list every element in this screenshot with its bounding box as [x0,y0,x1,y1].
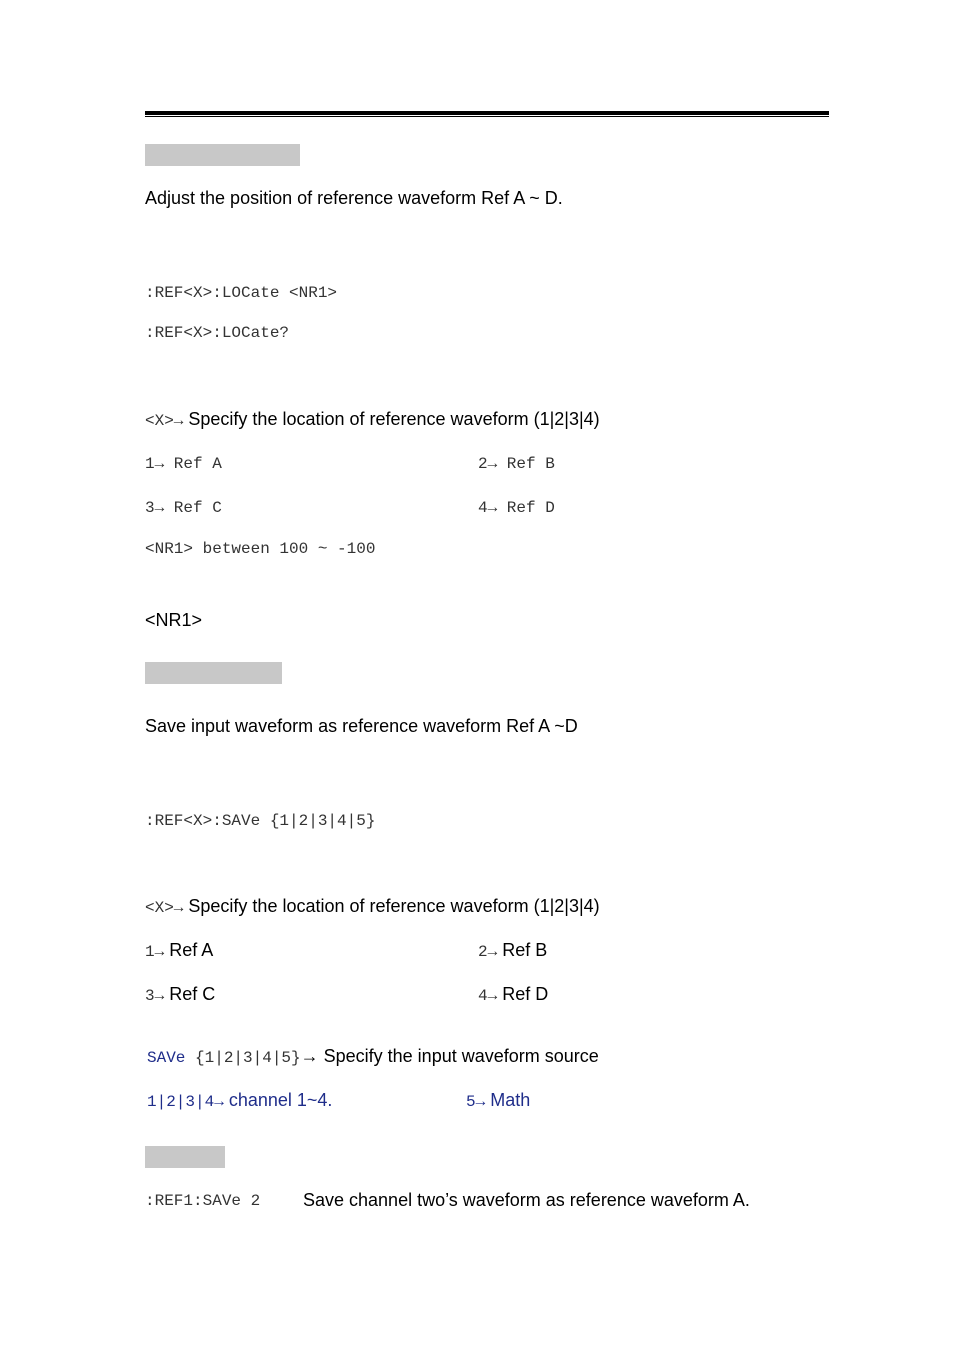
save-source-param [147,1046,599,1067]
section-heading-bar-locate [145,144,300,166]
locate-syntax-set: :REF<X>:LOCate <NR1> [145,284,338,302]
locate-option-4: 4→ Ref D [478,499,555,517]
header-rule-thick [145,111,829,115]
save-source-desc: → Specify the input waveform source [300,1046,599,1066]
save-source-math-code: 5→ [466,1093,486,1111]
locate-param-x-code: <X>→ [145,412,184,430]
save-param-x-desc: Specify the location of reference waveform (1|2|3|4) [183,896,600,916]
save-source-math-label: Math [485,1090,531,1110]
locate-option-2: 2→ Ref B [478,455,555,473]
save-option-3 [145,984,215,1005]
locate-param-x-desc: Specify the location of reference waveform (1|2|3|4) [183,409,600,429]
locate-return-format: <NR1> [145,610,203,630]
save-source-code: SAVe [147,1049,186,1067]
save-description: Save input waveform as reference waveform Ref A ~D [145,716,578,736]
example-code: :REF1:SAVe 2 [145,1192,261,1210]
locate-description: Adjust the position of reference waveform Ref A ~ D. [145,188,563,208]
locate-option-1: 1→ Ref A [145,455,222,473]
save-option-2-label: Ref B [497,940,548,960]
save-option-4-code: 4→ [478,987,498,1005]
save-source-math [466,1090,530,1111]
save-option-2-code: 2→ [478,943,498,961]
header-rule-thin [145,116,829,117]
save-param-x [145,896,600,917]
locate-param-x [145,409,600,430]
save-option-1-label: Ref A [164,940,214,960]
save-option-2 [478,940,547,961]
save-option-1 [145,940,213,961]
locate-syntax-query: :REF<X>:LOCate? [145,324,290,342]
locate-option-3: 3→ Ref C [145,499,222,517]
save-syntax: :REF<X>:SAVe {1|2|3|4|5} [145,812,376,830]
save-option-4-label: Ref D [497,984,549,1004]
save-source-channel-code: 1|2|3|4→ [147,1093,224,1111]
save-source-channel-label: channel 1~4. [223,1090,333,1110]
section-heading-bar-save [145,662,282,684]
save-source-channel [147,1090,332,1111]
section-heading-bar-example [145,1146,225,1168]
save-source-set: {1|2|3|4|5} [185,1049,301,1067]
save-option-1-code: 1→ [145,943,165,961]
save-option-4 [478,984,548,1005]
save-option-3-label: Ref C [164,984,216,1004]
save-param-x-code: <X>→ [145,899,184,917]
example-description: Save channel two’s waveform as reference waveform A. [303,1190,750,1210]
locate-nr1-range: <NR1> between 100 ~ -100 [145,540,376,558]
save-option-3-code: 3→ [145,987,165,1005]
